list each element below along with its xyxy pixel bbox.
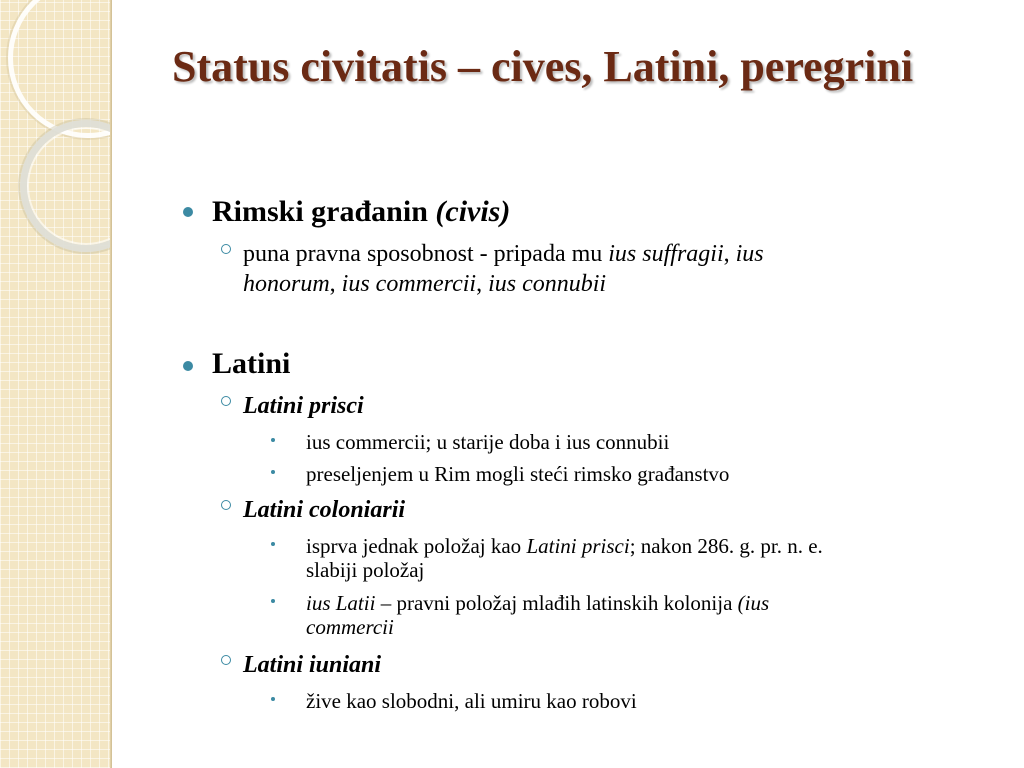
bullet-iuniani-status	[306, 688, 637, 714]
bullet-small-dot-icon	[271, 542, 275, 546]
bullet-prisci-rights	[306, 429, 669, 455]
bullet-text: Latini	[212, 347, 291, 380]
bullet-circle-icon	[221, 655, 231, 665]
bullet-text: slabiji položaj	[306, 558, 425, 582]
bullet-text: ius	[735, 241, 764, 267]
bullet-full-capacity-cont	[243, 270, 606, 299]
bullet-text: ius commercii; u starije doba i ius connubii	[306, 430, 670, 454]
bullet-latini	[212, 347, 290, 381]
bullet-text: ; nakon 286. g. pr. n. e.	[629, 534, 823, 558]
bullet-latini-coloniarii	[243, 496, 405, 525]
bullet-coloniarii-status	[306, 533, 823, 559]
bullet-dot-icon	[183, 361, 193, 371]
bullet-circle-icon	[221, 396, 231, 406]
bullet-small-dot-icon	[271, 599, 275, 603]
bullet-circle-icon	[221, 244, 231, 254]
bullet-ius-latii	[306, 590, 769, 616]
bullet-text: ius suffragii	[608, 241, 724, 267]
bullet-text: Latini iuniani	[243, 652, 382, 678]
bullet-citizen	[212, 195, 510, 229]
bullet-ius-latii-cont	[306, 614, 394, 640]
bullet-text: Latini prisci	[526, 534, 630, 558]
bullet-text: – pravni položaj mlađih latinskih kolonija	[375, 591, 738, 615]
bullet-coloniarii-status-cont	[306, 557, 424, 583]
bullet-text: puna pravna sposobnost - pripada mu	[243, 241, 609, 267]
bullet-text: ius commercii	[341, 271, 477, 297]
bullet-text: ius connubii	[488, 271, 607, 297]
bullet-text: žive kao slobodni, ali umiru kao robovi	[306, 689, 637, 713]
bullet-text: (ius	[737, 591, 770, 615]
bullet-text: preseljenjem u Rim mogli steći rimsko građanstvo	[306, 462, 730, 486]
bullet-text: commercii	[306, 615, 394, 639]
bullet-dot-icon	[183, 207, 193, 217]
slide-title: Status civitatis – cives, Latini, peregrini	[172, 42, 914, 91]
bullet-latini-prisci	[243, 392, 364, 421]
bullet-text: isprva jednak položaj kao	[306, 534, 527, 558]
bullet-text: (civis)	[435, 195, 511, 228]
bullet-prisci-migration	[306, 461, 729, 487]
bullet-text: ,	[723, 241, 736, 267]
bullet-text: honorum	[243, 271, 330, 297]
bullet-full-capacity	[243, 240, 764, 269]
bullet-small-dot-icon	[271, 470, 275, 474]
bullet-circle-icon	[221, 500, 231, 510]
bullet-latini-iuniani	[243, 651, 381, 680]
bullet-small-dot-icon	[271, 697, 275, 701]
bullet-small-dot-icon	[271, 438, 275, 442]
bullet-text: ,	[476, 271, 489, 297]
bullet-text: Rimski građanin	[212, 195, 436, 228]
bullet-text: Latini coloniarii	[243, 497, 406, 523]
bullet-text: ius Latii	[306, 591, 376, 615]
bullet-text: Latini prisci	[243, 393, 364, 419]
bullet-text: ,	[329, 271, 342, 297]
